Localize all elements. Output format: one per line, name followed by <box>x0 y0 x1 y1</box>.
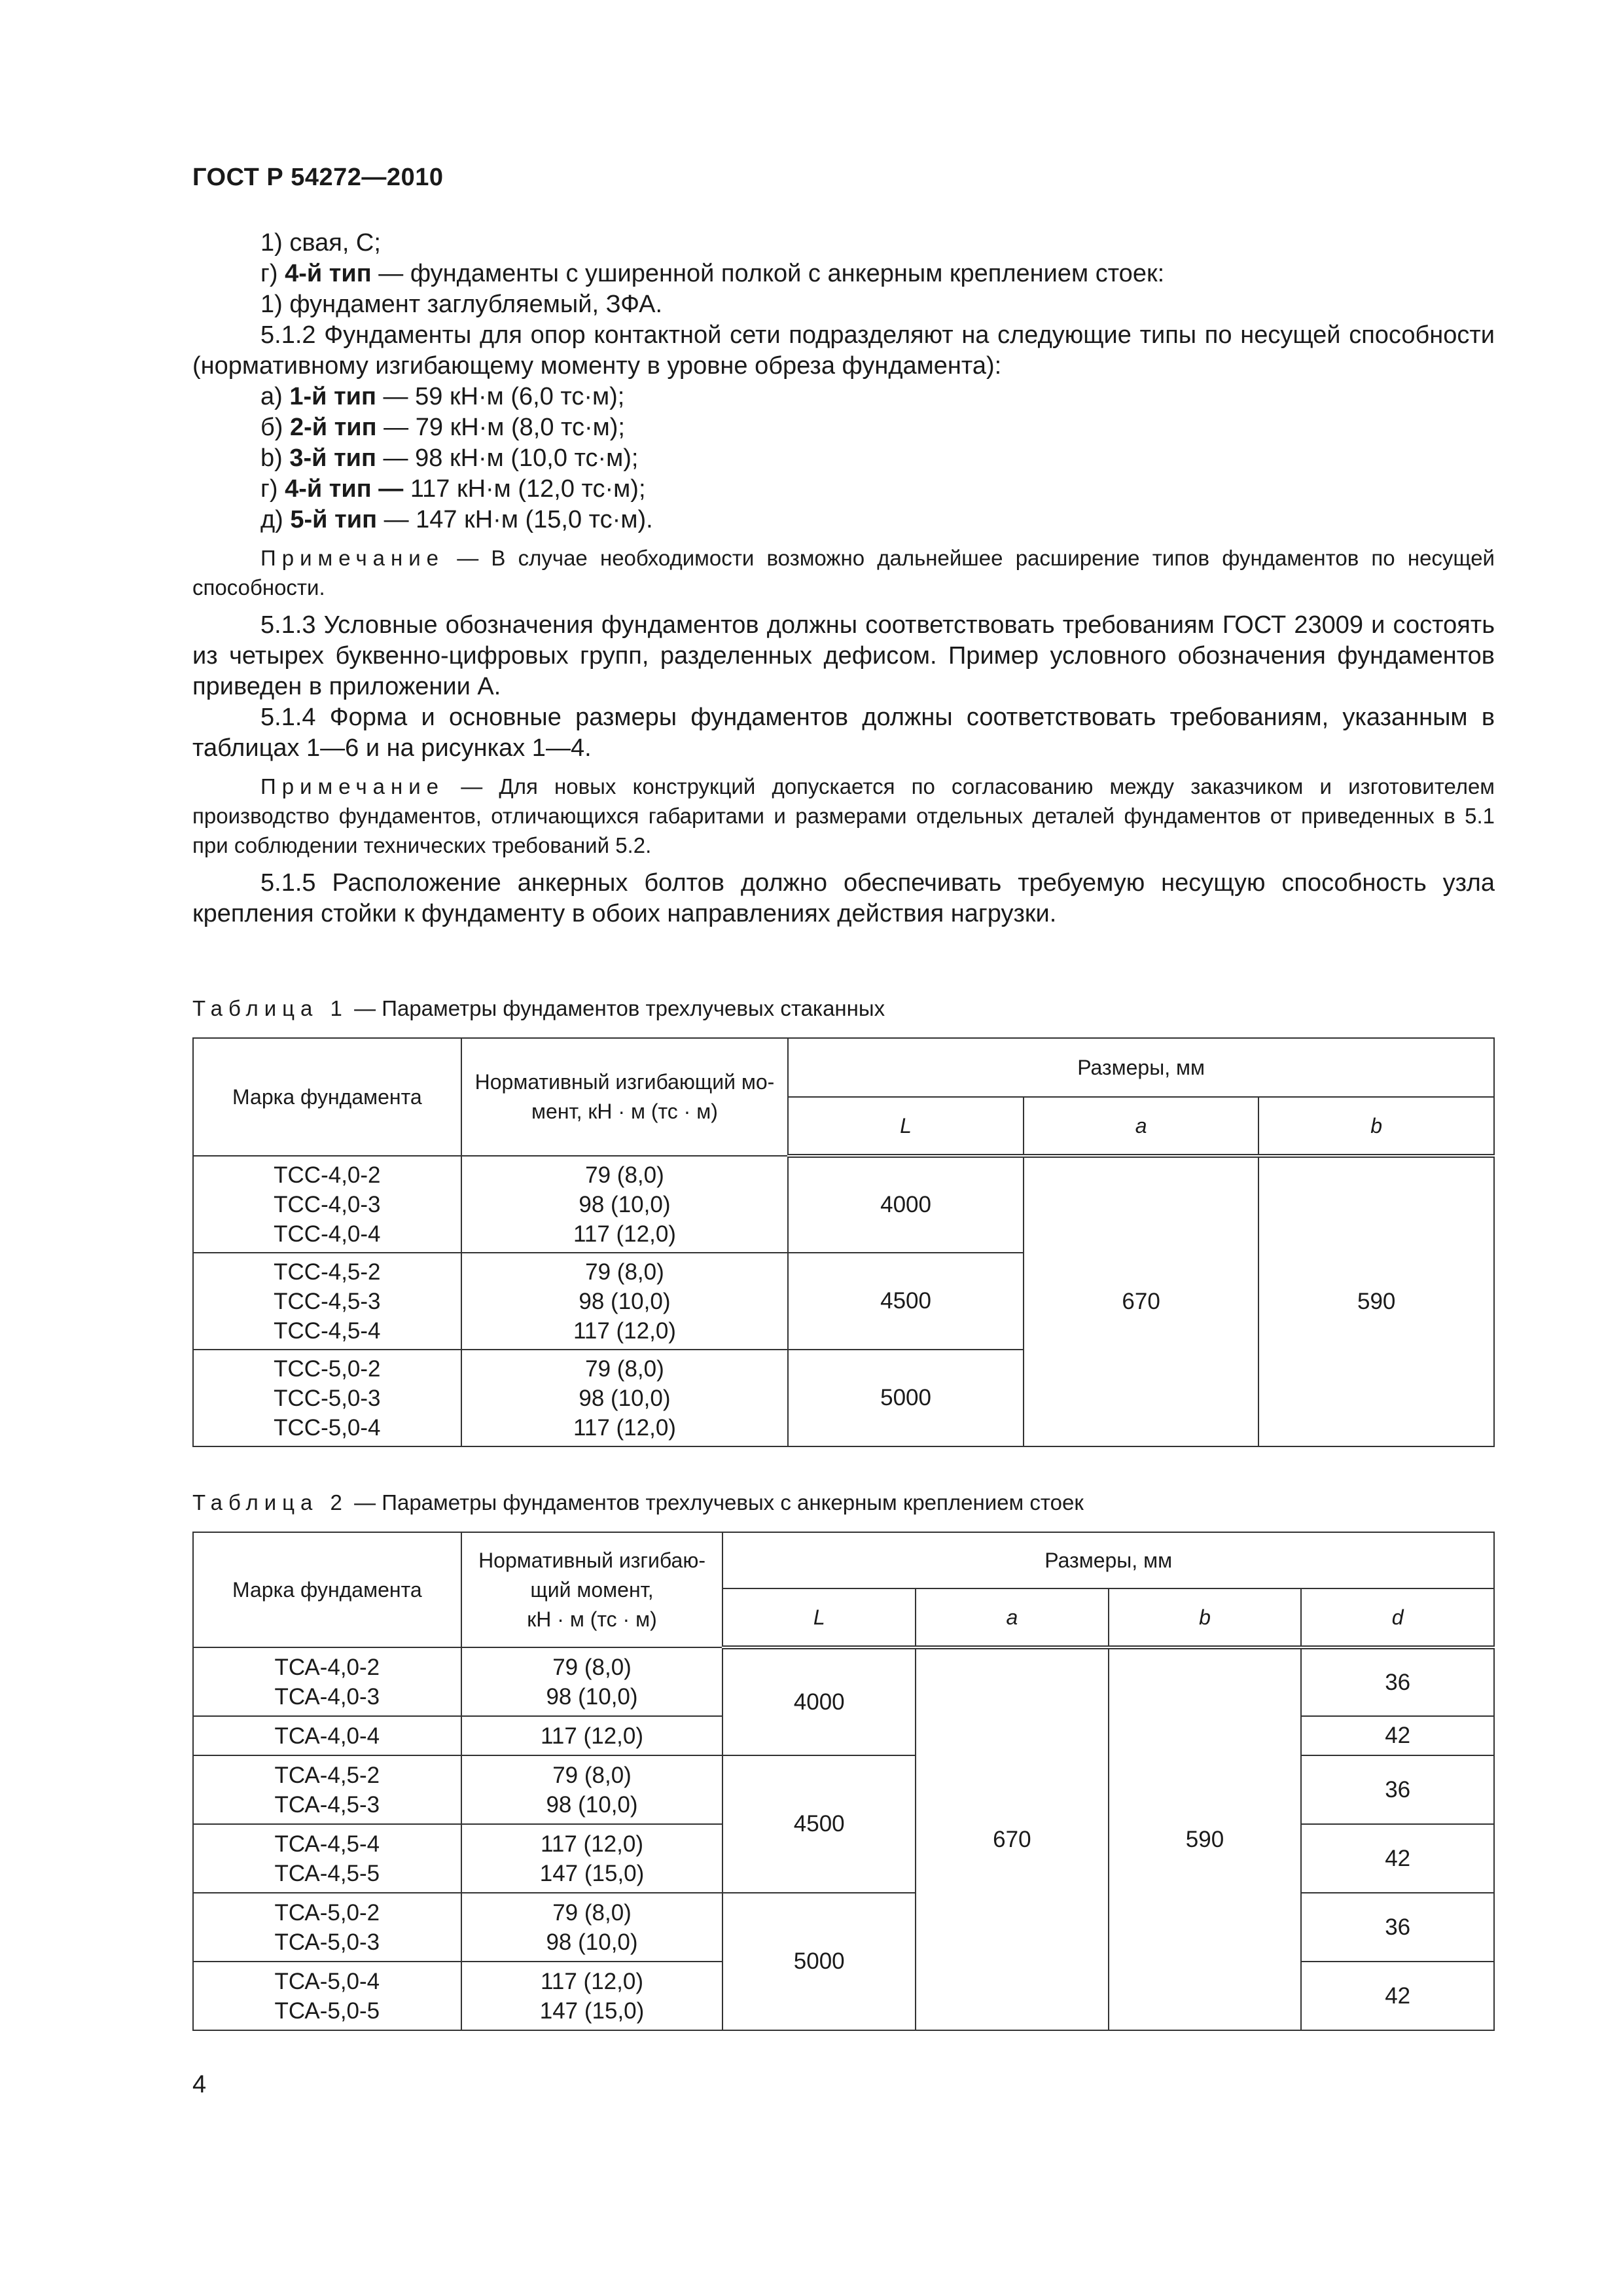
table-cell-moments: 117 (12,0) 147 (15,0) <box>461 1962 723 2030</box>
list-item: 1) свая, С; <box>260 229 381 257</box>
table-cell-marks: ТСА-4,5-2 ТСА-4,5-3 <box>193 1755 461 1824</box>
table-header-moment: Нормативный изгибаю- щий момент, кН · м (тс · м) <box>461 1532 723 1647</box>
table-1 <box>192 1037 1495 1447</box>
table-cell-moments: 117 (12,0) 147 (15,0) <box>461 1824 723 1893</box>
table-cell-marks: ТСА-4,0-4 <box>193 1716 461 1755</box>
table-cell-L: 4000 <box>722 1647 916 1755</box>
table-cell-a: 670 <box>916 1647 1109 2030</box>
list-item: г) 4-й тип — фундаменты с уширенной полкой с анкерным креплением стоек: <box>260 260 1165 287</box>
page-number: 4 <box>192 2071 207 2098</box>
note-2: Примечание — Для новых конструкций допускается по согласованию между заказчиком и изготовителем производство фундаментов, отличающихся габаритами и размерами отдельных деталей фундаментов от приведенных в 5.1 при соблюдении технических требований 5.2. <box>192 774 1495 857</box>
table-cell-b: 590 <box>1109 1647 1302 2030</box>
table-cell-moments: 79 (8,0) 98 (10,0) <box>461 1647 723 1716</box>
table-header-a: a <box>1024 1097 1259 1156</box>
table-cell-marks: ТСА-5,0-4 ТСА-5,0-5 <box>193 1962 461 2030</box>
paragraph-5-1-2: 5.1.2 Фундаменты для опор контактной сети подразделяют на следующие типы по несущей способности (нормативному изгибающему моменту в уровне обреза фундамента): <box>192 321 1495 380</box>
table-cell-d: 42 <box>1301 1962 1494 2030</box>
paragraph-5-1-3: 5.1.3 Условные обозначения фундаментов должны соответствовать требованиям ГОСТ 23009 и состоять из четырех буквенно-цифровых групп, разделенных дефисом. Пример условного обозначения фундаментов приведен в приложении А. <box>192 611 1495 700</box>
table-header-d: d <box>1301 1588 1494 1647</box>
table-cell-moments: 79 (8,0) 98 (10,0) <box>461 1755 723 1824</box>
table-header-mark: Марка фундамента <box>193 1532 461 1647</box>
table-cell-d: 36 <box>1301 1893 1494 1962</box>
table-cell-marks: ТСС-5,0-2 ТСС-5,0-3 ТСС-5,0-4 <box>193 1350 461 1446</box>
table-header-L: L <box>722 1588 916 1647</box>
type-item: д) 5-й тип — 147 кН·м (15,0 тс·м). <box>260 506 653 533</box>
paragraph-5-1-4: 5.1.4 Форма и основные размеры фундаментов должны соответствовать требованиям, указанным в таблицах 1—6 и на рисунках 1—4. <box>192 704 1495 762</box>
document-code: ГОСТ Р 54272—2010 <box>192 164 444 191</box>
table-cell-marks: ТСС-4,0-2 ТСС-4,0-3 ТСС-4,0-4 <box>193 1156 461 1253</box>
paragraph-5-1-5: 5.1.5 Расположение анкерных болтов должно обеспечивать требуемую несущую способность узла крепления стойки к фундаменту в обоих направлениях действия нагрузки. <box>192 869 1495 927</box>
table-header-sizes: Размеры, мм <box>722 1532 1494 1588</box>
table-cell-d: 36 <box>1301 1647 1494 1716</box>
table-cell-moments: 79 (8,0) 98 (10,0) <box>461 1893 723 1962</box>
table-cell-marks: ТСА-5,0-2 ТСА-5,0-3 <box>193 1893 461 1962</box>
list-item: 1) фундамент заглубляемый, ЗФА. <box>260 291 663 318</box>
table-cell-moments: 79 (8,0) 98 (10,0) 117 (12,0) <box>461 1156 789 1253</box>
table-cell-moments: 79 (8,0) 98 (10,0) 117 (12,0) <box>461 1253 789 1350</box>
table-cell-marks: ТСА-4,0-2 ТСА-4,0-3 <box>193 1647 461 1716</box>
table-header-sizes: Размеры, мм <box>788 1038 1494 1097</box>
table-cell-L: 5000 <box>788 1350 1024 1446</box>
table-2 <box>192 1532 1495 2031</box>
table-header-L: L <box>788 1097 1024 1156</box>
table-cell-d: 42 <box>1301 1716 1494 1755</box>
table-header-moment: Нормативный изгибающий мо- мент, кН · м (тс · м) <box>461 1038 789 1156</box>
table-cell-d: 42 <box>1301 1824 1494 1893</box>
table-header-b: b <box>1109 1588 1302 1647</box>
table-2-caption: Таблица 2 — Параметры фундаментов трехлучевых с анкерным креплением стоек <box>192 1490 1084 1515</box>
table-cell-L: 5000 <box>722 1893 916 2030</box>
table-cell-moments: 79 (8,0) 98 (10,0) 117 (12,0) <box>461 1350 789 1446</box>
type-item: b) 3-й тип — 98 кН·м (10,0 тс·м); <box>260 444 639 472</box>
table-cell-L: 4500 <box>788 1253 1024 1350</box>
table-cell-marks: ТСС-4,5-2 ТСС-4,5-3 ТСС-4,5-4 <box>193 1253 461 1350</box>
table-header-a: a <box>916 1588 1109 1647</box>
table-1-caption: Таблица 1 — Параметры фундаментов трехлучевых стаканных <box>192 996 885 1020</box>
type-item: б) 2-й тип — 79 кН·м (8,0 тс·м); <box>260 414 625 441</box>
table-cell-marks: ТСА-4,5-4 ТСА-4,5-5 <box>193 1824 461 1893</box>
table-header-b: b <box>1258 1097 1494 1156</box>
body-text <box>192 228 1495 929</box>
note-1: Примечание — В случае необходимости возможно дальнейшее расширение типов фундаментов по несущей способности. <box>192 546 1495 600</box>
table-cell-a: 670 <box>1024 1156 1259 1446</box>
type-item: а) 1-й тип — 59 кН·м (6,0 тс·м); <box>260 383 625 410</box>
table-cell-L: 4500 <box>722 1755 916 1893</box>
table-header-mark: Марка фундамента <box>193 1038 461 1156</box>
table-cell-b: 590 <box>1258 1156 1494 1446</box>
table-cell-moments: 117 (12,0) <box>461 1716 723 1755</box>
table-cell-d: 36 <box>1301 1755 1494 1824</box>
table-cell-L: 4000 <box>788 1156 1024 1253</box>
type-item: г) 4-й тип — 117 кН·м (12,0 тс·м); <box>260 475 646 503</box>
